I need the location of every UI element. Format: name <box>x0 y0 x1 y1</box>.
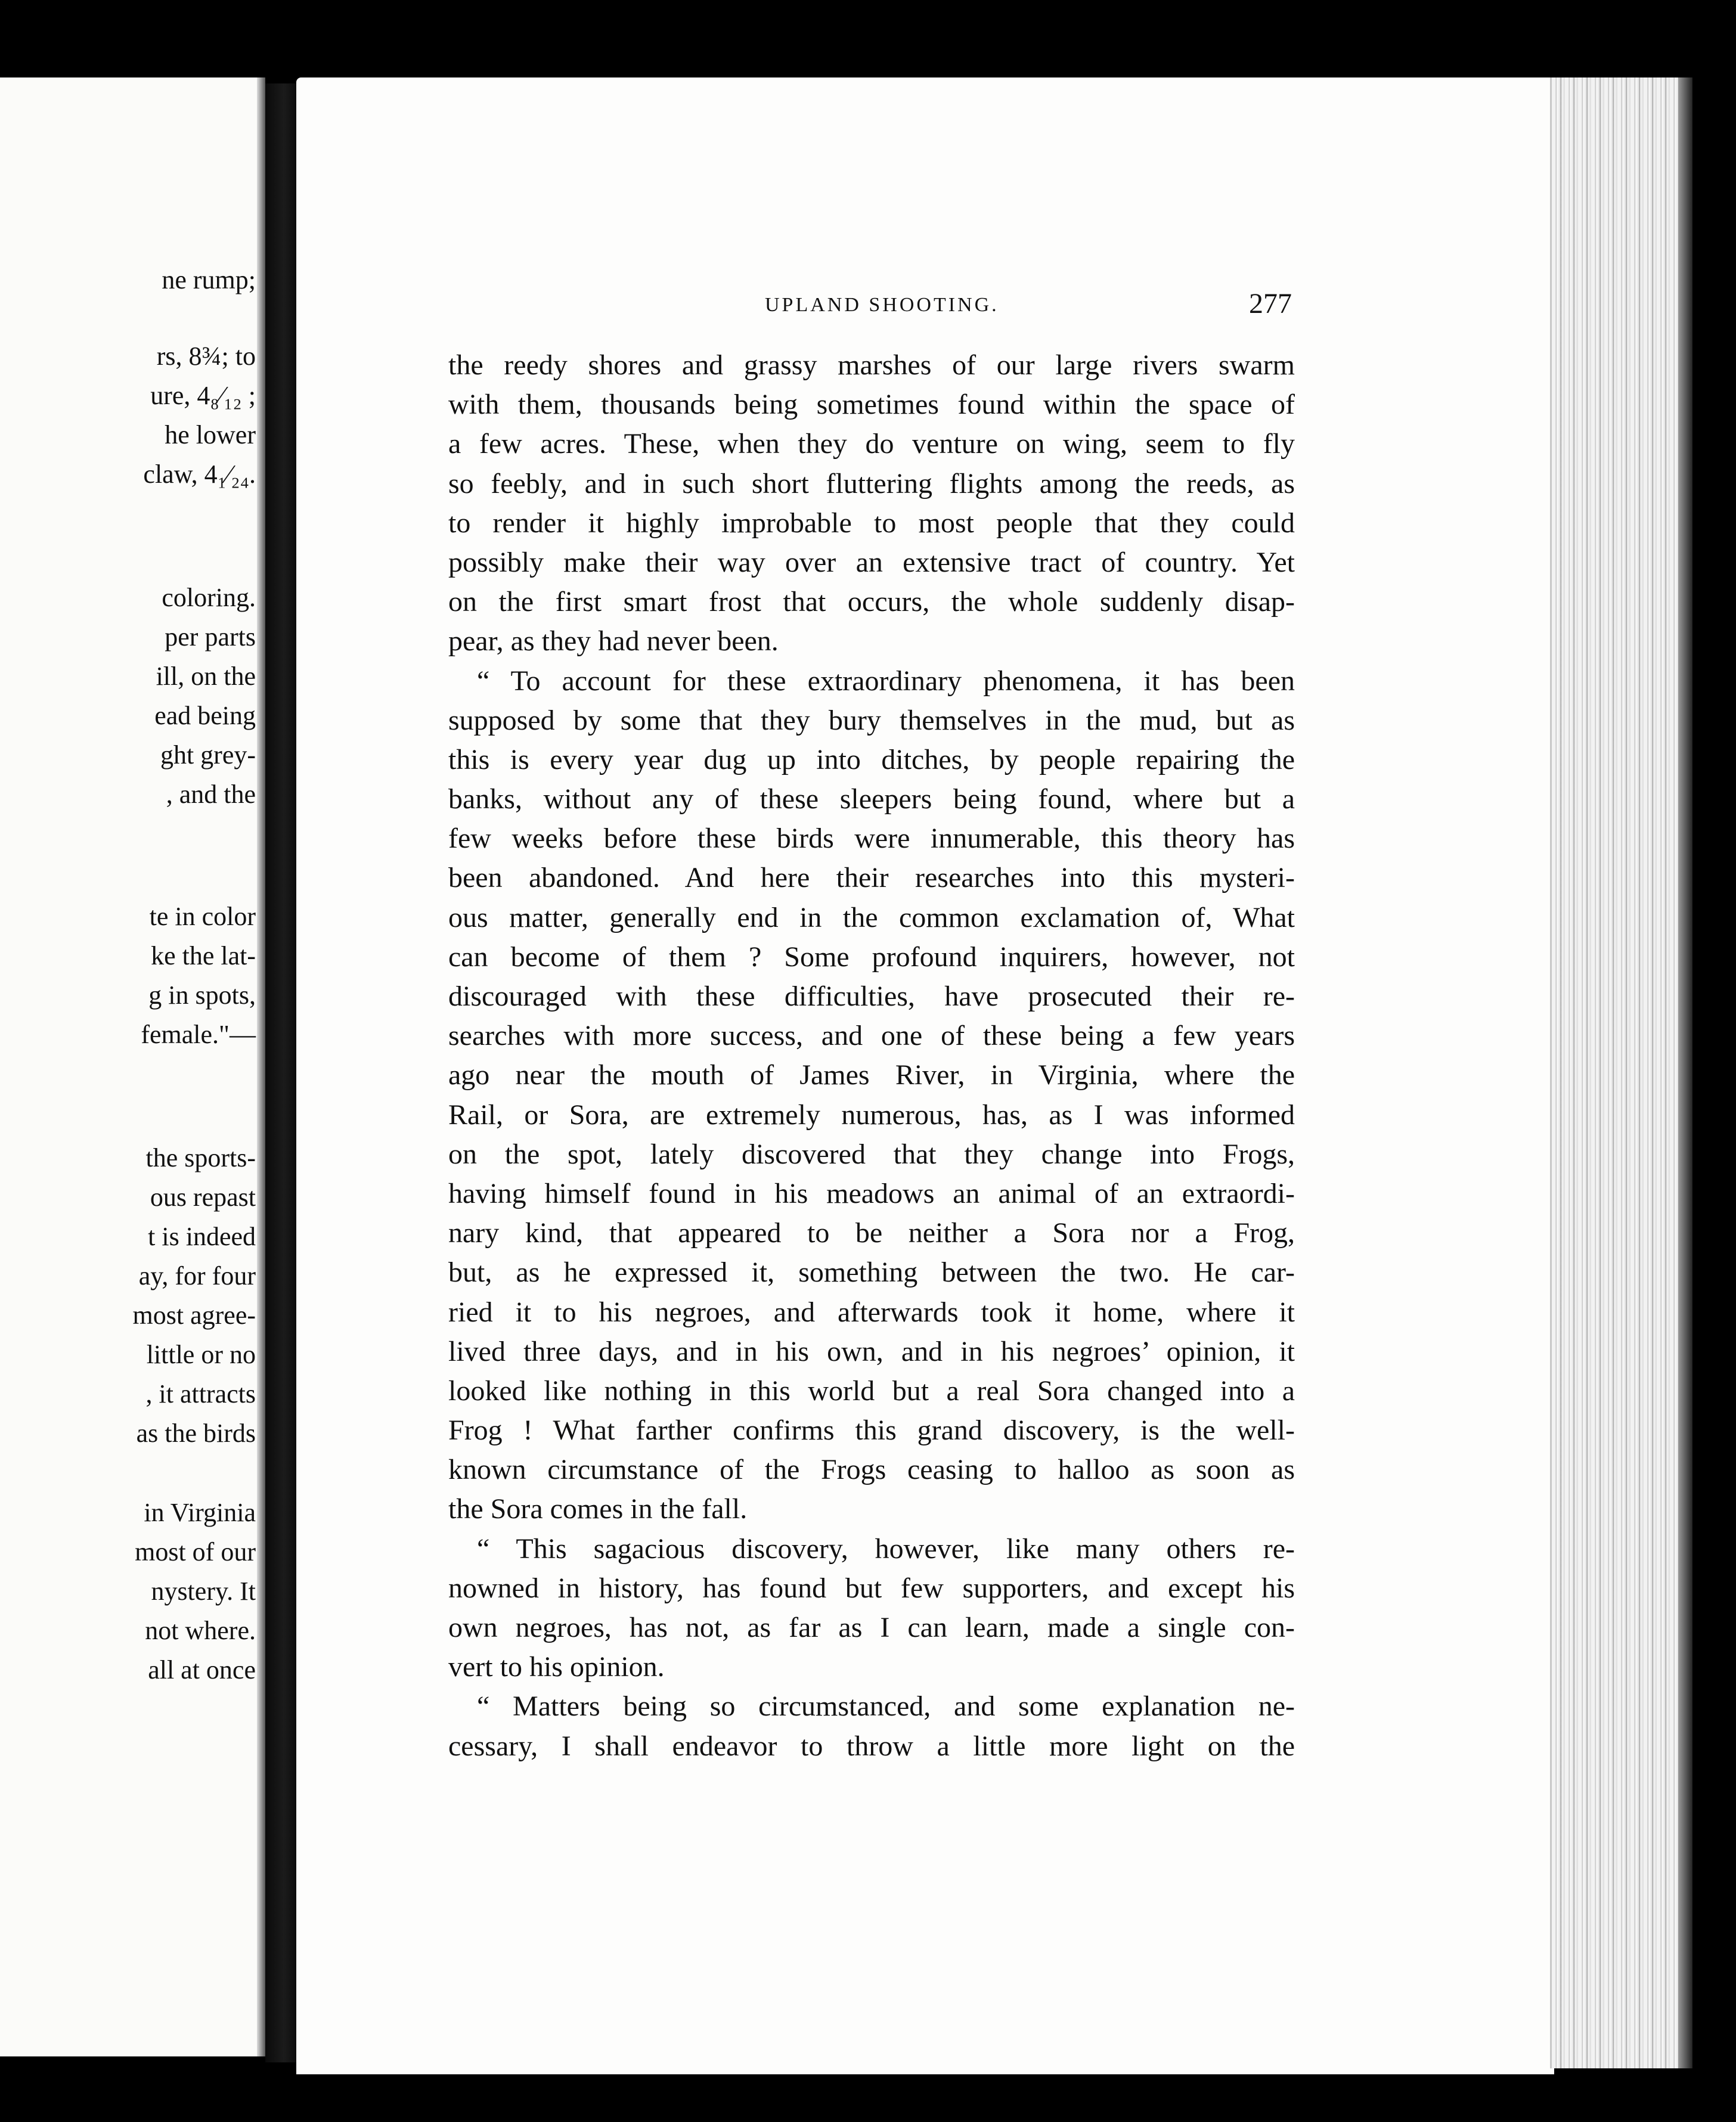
left-page-line: most of our <box>135 1537 256 1566</box>
left-page-gutter <box>257 77 265 2056</box>
page-number: 277 <box>1249 288 1292 319</box>
left-page-line: nystery. It <box>151 1577 256 1606</box>
left-page-line: all at once <box>148 1655 256 1684</box>
text-line: ous matter, generally end in the common exclamation of, What <box>448 901 1295 933</box>
text-line: with them, thousands being sometimes found within the space of <box>448 389 1295 421</box>
left-page-line: he lower <box>165 420 256 449</box>
body-text <box>448 346 1295 1766</box>
text-line: ago near the mouth of James River, in Virginia, where the <box>448 1059 1295 1091</box>
left-page-line: ill, on the <box>156 662 256 691</box>
book-spine-shadow <box>265 83 296 2062</box>
text-line: cessary, I shall endeavor to throw a little more light on the <box>448 1730 1295 1762</box>
text-line: to render it highly improbable to most people that they could <box>448 507 1295 539</box>
left-page-line: te in color <box>149 902 256 931</box>
left-facing-page <box>0 77 265 2056</box>
text-line: on the first smart frost that occurs, the whole suddenly disap- <box>448 586 1295 618</box>
text-line: lived three days, and in his own, and in his negroes’ opinion, it <box>448 1335 1295 1367</box>
left-page-line: ous repast <box>150 1183 256 1212</box>
text-line: the reedy shores and grassy marshes of our large rivers swarm <box>448 349 1295 381</box>
text-line: a few acres. These, when they do venture on wing, seem to fly <box>448 428 1295 460</box>
left-page-line: g in spots, <box>148 981 256 1010</box>
left-page-line: ay, for four <box>138 1261 256 1290</box>
left-page-line: ght grey- <box>160 740 256 770</box>
text-line: on the spot, lately discovered that they change into Frogs, <box>448 1138 1295 1170</box>
text-line: few weeks before these birds were innumerable, this theory has <box>448 823 1295 855</box>
left-page-line: little or no <box>146 1340 256 1369</box>
text-line: so feebly, and in such short fluttering flights among the reeds, as <box>448 467 1295 500</box>
running-head: UPLAND SHOOTING. <box>765 294 999 316</box>
text-line: discouraged with these difficulties, have prosecuted their re- <box>448 981 1295 1012</box>
left-page-line: claw, 4₁⁄₂₄. <box>143 460 256 489</box>
text-line: ried it to his negroes, and afterwards took it home, where it <box>448 1296 1295 1328</box>
page-block-edges <box>1550 77 1692 2068</box>
left-page-line: per parts <box>165 622 256 652</box>
left-page-line: as the birds <box>136 1419 256 1448</box>
left-page-line: ke the lat- <box>151 941 256 970</box>
left-page-line: not where. <box>145 1616 256 1645</box>
text-line: but, as he expressed it, something between the two. He car- <box>448 1257 1295 1289</box>
text-line: vert to his opinion. <box>448 1651 665 1683</box>
text-line: “ Matters being so circumstanced, and some explanation ne- <box>477 1690 1295 1723</box>
left-page-line: , it attracts <box>145 1379 256 1409</box>
text-line: the Sora comes in the fall. <box>448 1493 748 1525</box>
text-line: been abandoned. And here their researches into this mysteri- <box>448 862 1295 894</box>
text-line: “ To account for these extraordinary phenomena, it has been <box>477 665 1295 697</box>
text-line: banks, without any of these sleepers being found, where but a <box>448 783 1295 815</box>
left-page-line: female."— <box>141 1020 256 1049</box>
text-line: Rail, or Sora, are extremely numerous, has, as I was informed <box>448 1099 1295 1131</box>
left-page-line: ne rump; <box>162 265 256 294</box>
left-page-line: in Virginia <box>144 1498 256 1527</box>
left-page-line: rs, 8¾; to <box>156 342 256 371</box>
text-line: looked like nothing in this world but a real Sora changed into a <box>448 1375 1295 1407</box>
text-line: known circumstance of the Frogs ceasing to halloo as soon as <box>448 1454 1295 1486</box>
text-line: searches with more success, and one of these being a few years <box>448 1020 1295 1052</box>
left-page-line: coloring. <box>162 583 256 612</box>
left-page-line: the sports- <box>145 1143 256 1172</box>
left-page-line: ure, 4₈⁄₁₂ ; <box>150 381 256 410</box>
text-line: nowned in history, has found but few supporters, and except his <box>448 1572 1295 1604</box>
text-line: supposed by some that they bury themselves in the mud, but as <box>448 704 1295 736</box>
text-line: possibly make their way over an extensive tract of country. Yet <box>448 546 1295 578</box>
text-line: nary kind, that appeared to be neither a Sora nor a Frog, <box>448 1217 1295 1249</box>
left-page-line: ead being <box>154 701 256 730</box>
text-line: “ This sagacious discovery, however, like many others re- <box>477 1532 1295 1565</box>
text-line: Frog ! What farther confirms this grand discovery, is the well- <box>448 1414 1295 1447</box>
text-line: can become of them ? Some profound inquirers, however, not <box>448 941 1295 973</box>
page-edge-shadow <box>1678 77 1692 2068</box>
text-line: having himself found in his meadows an animal of an extraordi- <box>448 1177 1295 1209</box>
left-page-line: most agree- <box>132 1301 256 1330</box>
text-line: pear, as they had never been. <box>448 625 779 657</box>
left-page-line: , and the <box>166 780 256 809</box>
text-line: this is every year dug up into ditches, by people repairing the <box>448 743 1295 775</box>
text-line: own negroes, has not, as far as I can learn, made a single con- <box>448 1612 1295 1643</box>
left-page-line: t is indeed <box>148 1222 256 1251</box>
